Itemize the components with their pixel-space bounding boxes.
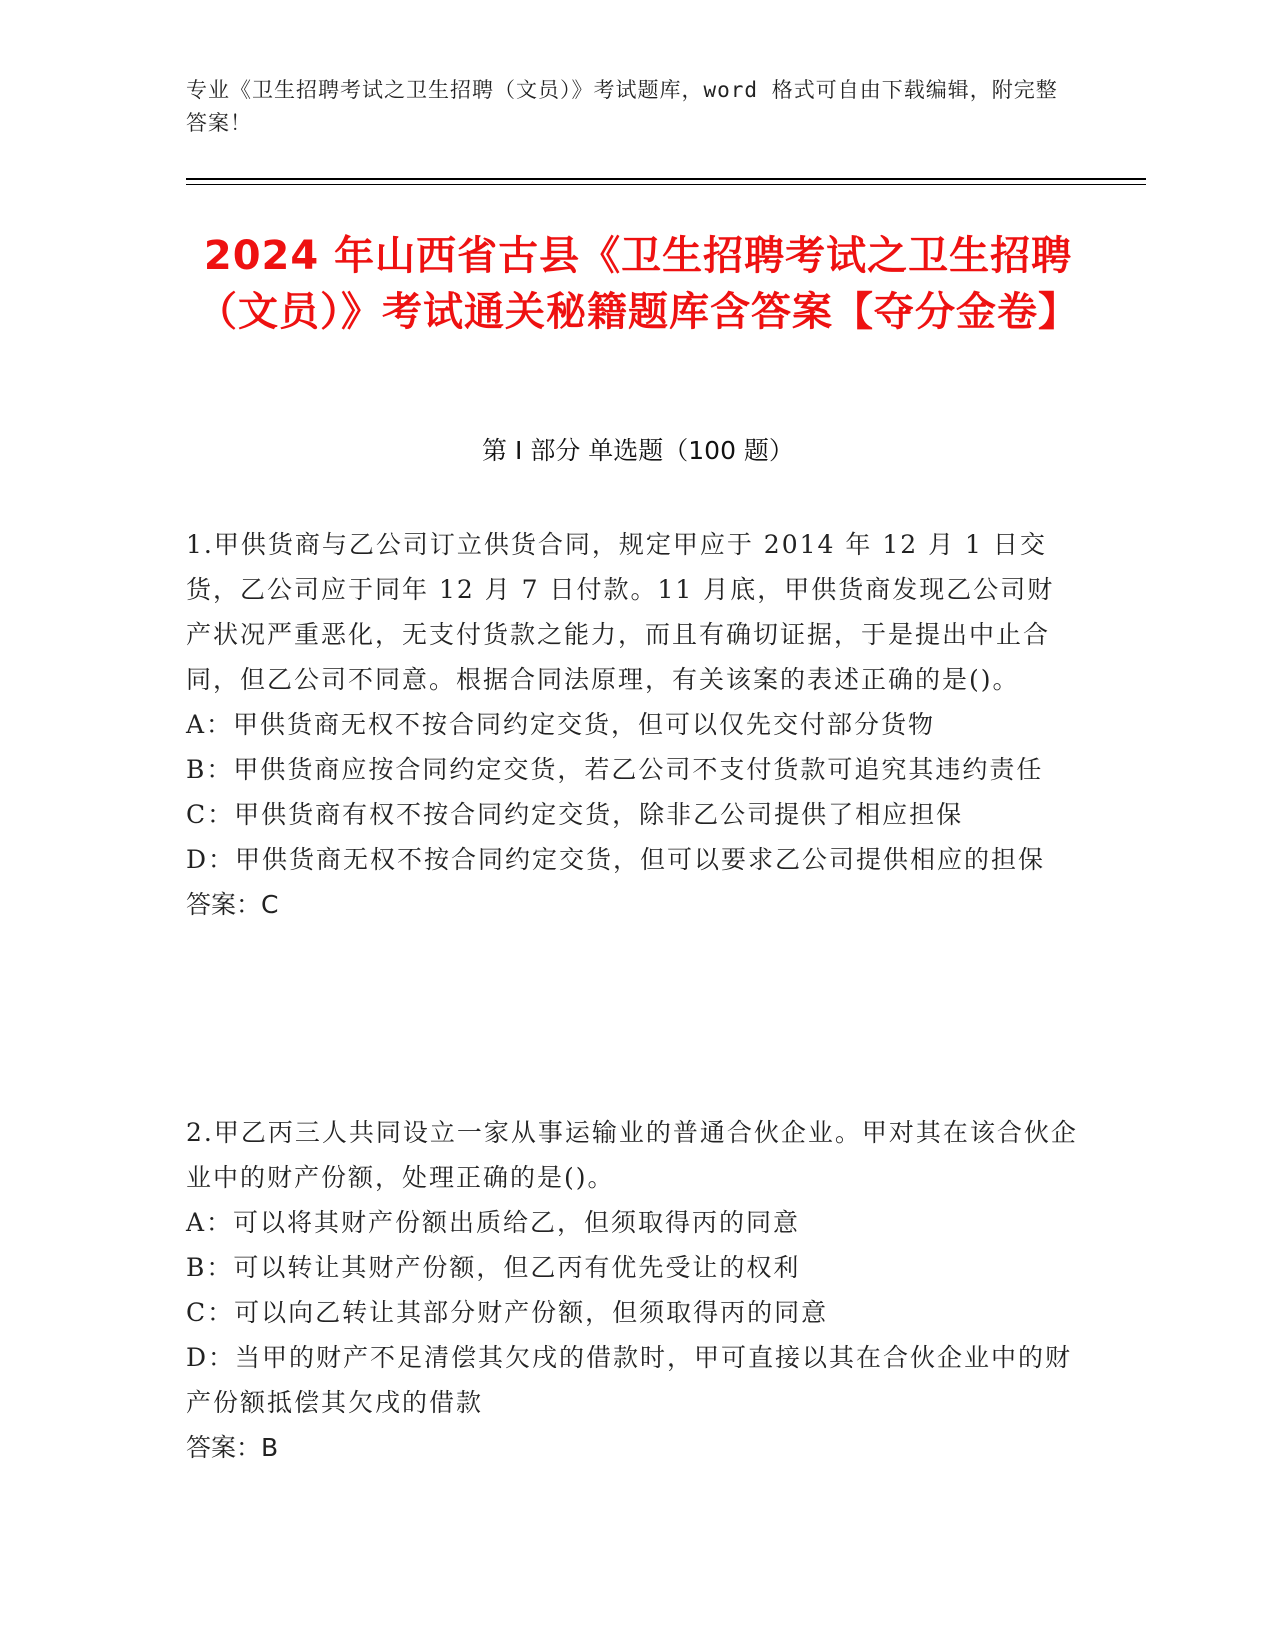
section-heading: 第 I 部分 单选题（100 题） xyxy=(482,436,794,465)
header-rule-thick xyxy=(186,178,1146,180)
answer-line: 答案：B xyxy=(186,1433,279,1462)
question-stem: 1.甲供货商与乙公司订立供货合同，规定甲应于 2014 年 12 月 1 日交货，乙公司应于同年 12 月 7 日付款。11 月底，甲供货商发现乙公司财产状况严重恶化，无支付货款之能力，而且有确切证据，于是提出中止合同，但乙公司不同意。根据合同法原理，有关该案的表述正确的是()。 xyxy=(186,530,1055,694)
header-rule-thin xyxy=(186,184,1146,185)
question-1 xyxy=(186,522,1080,927)
answer-line: 答案：C xyxy=(186,890,279,919)
option-d: D：甲供货商无权不按合同约定交货，但可以要求乙公司提供相应的担保 xyxy=(186,845,1046,874)
option-a: A：甲供货商无权不按合同约定交货，但可以仅先交付部分货物 xyxy=(186,710,936,739)
option-b: B：可以转让其财产份额，但乙丙有优先受让的权利 xyxy=(186,1253,801,1282)
option-d: D：当甲的财产不足清偿其欠戌的借款时，甲可直接以其在合伙企业中的财产份额抵偿其欠戌的借款 xyxy=(186,1343,1073,1417)
document-title: 2024 年山西省古县《卫生招聘考试之卫生招聘（文员）》考试通关秘籍题库含答案【夺分金卷】 xyxy=(197,233,1079,335)
option-b: B：甲供货商应按合同约定交货，若乙公司不支付货款可追究其违约责任 xyxy=(186,755,1044,784)
option-c: C：甲供货商有权不按合同约定交货，除非乙公司提供了相应担保 xyxy=(186,800,964,829)
question-2 xyxy=(186,1110,1080,1470)
option-c: C：可以向乙转让其部分财产份额，但须取得丙的同意 xyxy=(186,1298,829,1327)
option-a: A：可以将其财产份额出质给乙，但须取得丙的同意 xyxy=(186,1208,801,1237)
header-note: 专业《卫生招聘考试之卫生招聘（文员）》考试题库，word 格式可自由下载编辑，附完整答案！ xyxy=(186,78,1058,135)
question-stem: 2.甲乙丙三人共同设立一家从事运输业的普通合伙企业。甲对其在该合伙企业中的财产份额，处理正确的是()。 xyxy=(186,1118,1078,1192)
